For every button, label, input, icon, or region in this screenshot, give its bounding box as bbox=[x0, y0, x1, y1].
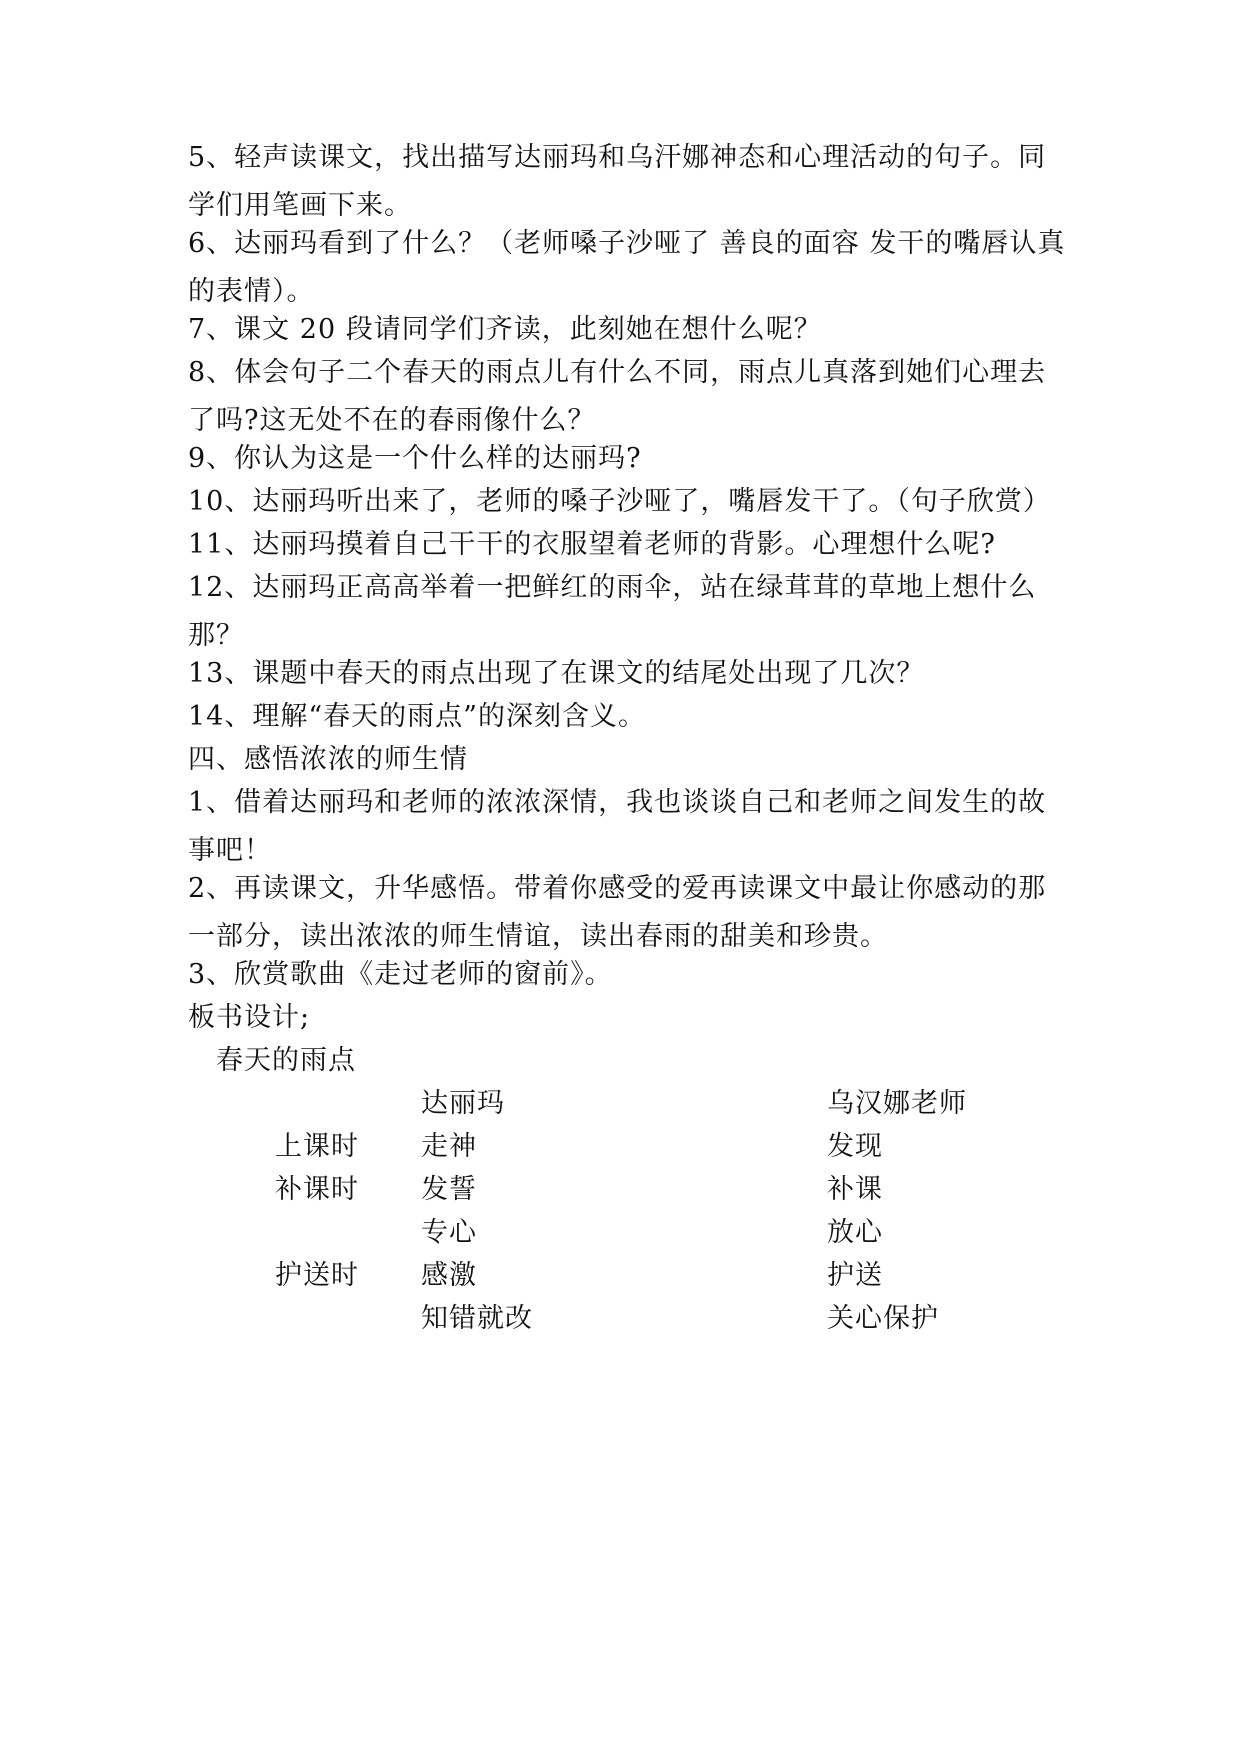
section-item-2: 2、再读课文，升华感悟。带着你感受的爱再读课文中最让你感动的那一部分，读出浓浓的师生情谊，读出春雨的甜美和珍贵。 bbox=[188, 873, 1047, 952]
section-title: 四、感悟浓浓的师生情 bbox=[188, 744, 468, 775]
board-row-student: 发誓 bbox=[421, 1174, 477, 1205]
item-5: 5、轻声读课文，找出描写达丽玛和乌汗娜神态和心理活动的句子。同学们用笔画下来。 bbox=[188, 142, 1047, 221]
board-row-student: 知错就改 bbox=[421, 1303, 533, 1334]
item-10: 10、达丽玛听出来了，老师的嗓子沙哑了，嘴唇发干了。（句子欣赏） bbox=[188, 486, 1051, 517]
board-row-student: 专心 bbox=[421, 1217, 477, 1248]
board-row-teacher: 护送 bbox=[827, 1260, 883, 1291]
item-7: 7、课文 20 段请同学们齐读，此刻她在想什么呢？ bbox=[188, 314, 822, 345]
board-design-label: 板书设计; bbox=[188, 1002, 311, 1033]
item-12: 12、达丽玛正高高举着一把鲜红的雨伞，站在绿茸茸的草地上想什么那？ bbox=[188, 572, 1037, 651]
section-item-1: 1、借着达丽玛和老师的浓浓深情，我也谈谈自己和老师之间发生的故事吧！ bbox=[188, 787, 1047, 866]
item-14: 14、理解“春天的雨点”的深刻含义。 bbox=[188, 701, 646, 732]
board-row-time: 补课时 bbox=[275, 1174, 359, 1205]
item-9: 9、你认为这是一个什么样的达丽玛? bbox=[188, 443, 642, 474]
board-row-teacher: 关心保护 bbox=[827, 1303, 939, 1334]
section-item-3: 3、欣赏歌曲《走过老师的窗前》。 bbox=[188, 959, 613, 990]
board-row-teacher: 补课 bbox=[827, 1174, 883, 1205]
item-11: 11、达丽玛摸着自己干干的衣服望着老师的背影。心理想什么呢? bbox=[188, 529, 996, 560]
board-title: 春天的雨点 bbox=[216, 1045, 356, 1076]
board-row-student: 感激 bbox=[421, 1260, 477, 1291]
board-row-teacher: 发现 bbox=[827, 1131, 883, 1162]
board-row-time: 护送时 bbox=[275, 1260, 359, 1291]
board-row-time: 上课时 bbox=[275, 1131, 359, 1162]
board-row-teacher: 放心 bbox=[827, 1217, 883, 1248]
board-col-student: 达丽玛 bbox=[421, 1088, 505, 1119]
item-8: 8、体会句子二个春天的雨点儿有什么不同，雨点儿真落到她们心理去了吗?这无处不在的春雨像什么？ bbox=[188, 357, 1047, 436]
item-13: 13、课题中春天的雨点出现了在课文的结尾处出现了几次？ bbox=[188, 658, 925, 689]
board-row-student: 走神 bbox=[421, 1131, 477, 1162]
item-6: 6、达丽玛看到了什么？（老师嗓子沙哑了 善良的面容 发干的嘴唇认真的表情）。 bbox=[188, 228, 1066, 307]
board-col-teacher: 乌汉娜老师 bbox=[827, 1088, 967, 1119]
